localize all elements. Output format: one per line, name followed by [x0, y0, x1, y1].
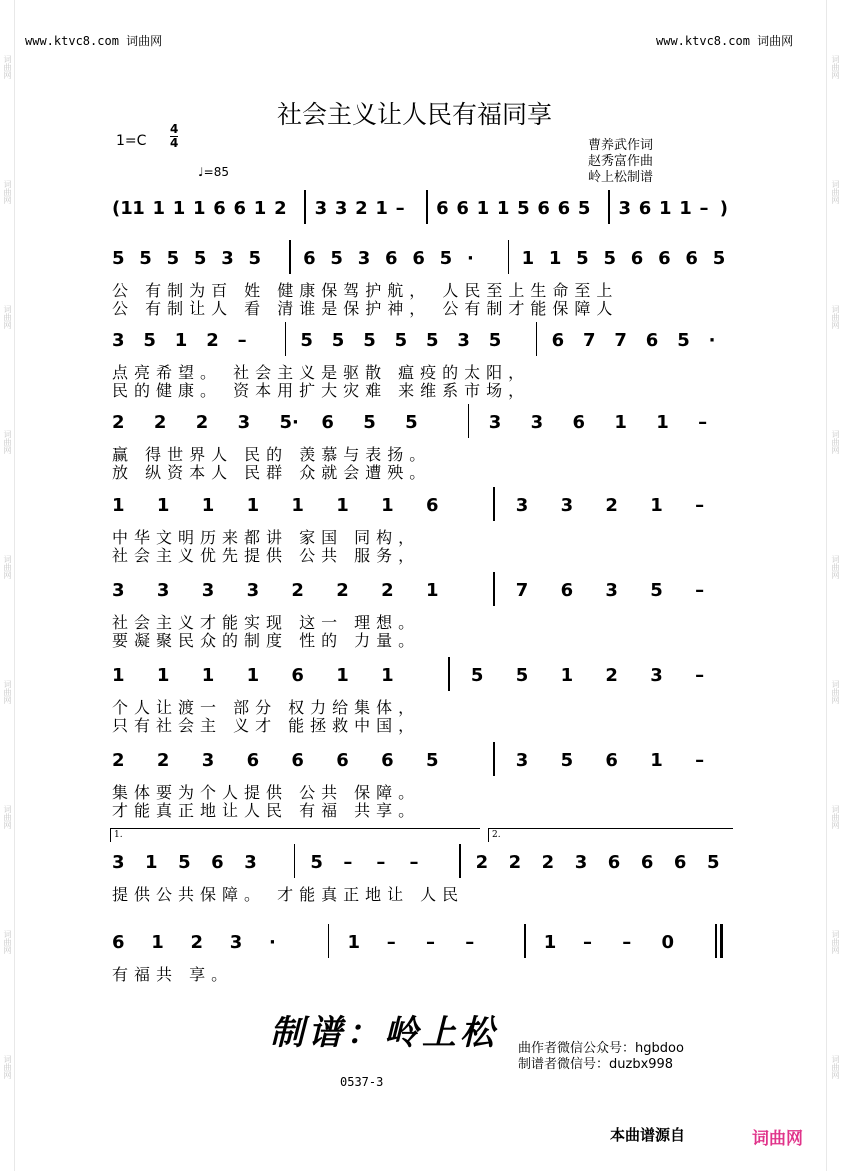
note: 5: [576, 248, 589, 269]
note: 2: [156, 750, 170, 771]
note: ·: [708, 330, 716, 351]
arranger-wechat: 制谱者微信号：duzbx998: [518, 1057, 674, 1072]
note: 3: [246, 580, 260, 601]
bar-line: [493, 572, 495, 606]
lyric-line: 才能真正地让人民 有福 共享。: [112, 801, 421, 820]
bar-line: [459, 844, 461, 878]
note: 6: [572, 412, 586, 433]
note: 3: [221, 248, 234, 269]
site-url-right[interactable]: www.ktvc8.com 词曲网: [656, 34, 794, 48]
note: 2: [195, 412, 209, 433]
note: –: [376, 852, 386, 873]
side-watermark-text: 词曲网: [831, 430, 840, 454]
note: –: [386, 932, 396, 953]
note: 2: [541, 852, 555, 873]
note: 5: [193, 248, 207, 269]
note: 6: [537, 198, 550, 219]
note: 1: [201, 495, 215, 516]
note: 2: [605, 495, 618, 516]
bar-line: [468, 404, 470, 438]
note: 5: [143, 330, 156, 351]
side-watermark-text: 词曲网: [3, 680, 12, 704]
note: 3: [357, 248, 371, 269]
note: –: [695, 580, 705, 601]
note: 1: [656, 412, 669, 433]
note: 5: [330, 248, 343, 269]
note: 3: [201, 580, 215, 601]
note: 5: [394, 330, 408, 351]
note: 1: [151, 932, 164, 953]
note: 2: [291, 580, 304, 601]
note: –: [622, 932, 632, 953]
note: 6: [557, 198, 571, 219]
note: 6: [321, 412, 334, 433]
note: 5: [139, 248, 152, 269]
note: 3: [237, 412, 251, 433]
note: 6: [436, 198, 449, 219]
lyricist-credit: 曹养武作词: [588, 138, 654, 153]
lyric-line: 个人让渡一 部分 权力给集体，: [112, 698, 421, 717]
note: 6: [607, 852, 621, 873]
note: 1: [336, 665, 349, 686]
note: 5: [488, 330, 502, 351]
note: 1: [347, 932, 361, 953]
note: 1: [246, 665, 260, 686]
note: 6: [638, 198, 652, 219]
bar-line: [720, 924, 723, 958]
arranger-credit: 岭上松制谱: [588, 170, 654, 185]
note: 3: [530, 412, 544, 433]
side-watermark-text: 词曲网: [831, 680, 840, 704]
note: 6: [456, 198, 469, 219]
bar-line: [289, 240, 291, 274]
lyric-line: 集体要为个人提供 公共 保障。: [112, 783, 421, 802]
note: 1: [650, 495, 663, 516]
side-watermark-text: 词曲网: [3, 55, 12, 79]
note: 1: [426, 580, 439, 601]
side-watermark-text: 词曲网: [3, 555, 12, 579]
note: 3: [650, 665, 663, 686]
note: –: [409, 852, 419, 873]
note: 1: [193, 198, 206, 219]
note: 5: [439, 248, 453, 269]
note: 3: [574, 852, 588, 873]
key-signature: 1=C: [116, 133, 147, 149]
bar-line: [524, 924, 526, 958]
time-top: 4: [170, 122, 179, 136]
note: 3: [229, 932, 243, 953]
note: –: [699, 198, 709, 219]
side-watermark-text: 词曲网: [831, 180, 840, 204]
note: 1: [496, 198, 510, 219]
site-url-left[interactable]: www.ktvc8.com 词曲网: [25, 34, 163, 48]
note: 6: [385, 248, 398, 269]
note: –: [695, 750, 705, 771]
note: 3: [488, 412, 502, 433]
side-watermark-text: 词曲网: [831, 930, 840, 954]
note: 5: [712, 248, 726, 269]
note: 3: [112, 852, 125, 873]
note: –: [426, 932, 435, 953]
lyric-line: 放 纵资本人 民群 众就会遭殃。: [112, 463, 432, 482]
note: 1: [112, 495, 125, 516]
note: 3: [201, 750, 215, 771]
note: 6: [630, 248, 644, 269]
note: 3: [156, 580, 170, 601]
left-watermark-strip: [0, 0, 15, 1171]
note: 6: [233, 198, 247, 219]
note: 1: [375, 198, 388, 219]
note: 6: [658, 248, 671, 269]
note: 6: [560, 580, 574, 601]
note: 2: [153, 412, 167, 433]
side-watermark-text: 词曲网: [3, 305, 12, 329]
note: 1: [246, 495, 260, 516]
volta-1-line: [110, 828, 480, 829]
note: 6: [336, 750, 349, 771]
lyric-line: 要凝聚民众的制度 性的 力量。: [112, 631, 421, 650]
note: 1: [145, 852, 158, 873]
note: –: [695, 495, 705, 516]
side-watermark-text: 词曲网: [3, 805, 12, 829]
lyric-line: 赢 得世界人 民的 羡慕与表扬。: [112, 445, 432, 464]
note: –: [237, 330, 247, 351]
note: 5: [650, 580, 663, 601]
note: 3: [515, 750, 529, 771]
note: 6: [213, 198, 226, 219]
note: 3: [112, 580, 125, 601]
tempo-mark: ♩=85: [198, 165, 229, 179]
note: 1: [112, 665, 125, 686]
note: 1: [172, 198, 186, 219]
bar-line: [426, 190, 428, 224]
note: 2: [112, 412, 125, 433]
side-watermark-text: 词曲网: [3, 930, 12, 954]
side-watermark-text: 词曲网: [831, 805, 840, 829]
note: 6: [211, 852, 224, 873]
note: 3: [605, 580, 618, 601]
arranger-signature: 制谱：岭上松: [270, 1013, 498, 1053]
note: 6: [685, 248, 698, 269]
lyric-line: 有福共 享。: [112, 965, 234, 984]
note: 6: [381, 750, 394, 771]
lyric-line: 提供公共保障。 才能真正地让 人民: [112, 885, 465, 904]
note: 3: [457, 330, 470, 351]
note: 2: [206, 330, 219, 351]
lyric-line: 只有社会主 义才 能拯救中国，: [112, 716, 421, 735]
note: 6: [426, 495, 439, 516]
side-watermark-text: 词曲网: [831, 55, 840, 79]
note: 1: [560, 665, 574, 686]
note: 2: [508, 852, 522, 873]
volta-2-label: 2.: [492, 830, 501, 840]
note: 5: [310, 852, 323, 873]
bar-line: [536, 322, 538, 356]
note: 5: [517, 198, 530, 219]
note: 6: [291, 750, 304, 771]
side-watermark-text: 词曲网: [831, 305, 840, 329]
note: 1: [253, 198, 267, 219]
note: 1: [548, 248, 562, 269]
note: –: [395, 198, 405, 219]
note: 5: [426, 750, 439, 771]
bar-line: [493, 487, 495, 521]
note: 6: [645, 330, 659, 351]
lyric-line: 社会主义优先提供 公共 服务，: [112, 546, 421, 565]
side-watermark-text: 词曲网: [3, 180, 12, 204]
note: 1: [132, 198, 145, 219]
note: 6: [112, 932, 125, 953]
composer-credit: 赵秀富作曲: [588, 154, 654, 169]
note: –: [465, 932, 475, 953]
note: 5: [560, 750, 574, 771]
note: 5: [248, 248, 262, 269]
note: 1: [521, 248, 535, 269]
lyric-line: 社会主义才能实现 这一 理想。: [112, 613, 421, 632]
lyric-line: 公 有制让人 看 清谁是保护神， 公有制才能保障人: [112, 299, 619, 318]
bar-line: [608, 190, 610, 224]
footer-brand-link[interactable]: 词曲网: [752, 1129, 803, 1149]
note: 2: [605, 665, 618, 686]
note: 1: [174, 330, 188, 351]
bar-line: [285, 322, 287, 356]
note: 1: [381, 495, 394, 516]
note: 2: [475, 852, 489, 873]
note: 1: [152, 198, 166, 219]
note: 5: [112, 248, 125, 269]
note: 1: [336, 495, 349, 516]
note: 6: [673, 852, 687, 873]
note: 5: [363, 330, 376, 351]
note: ·: [466, 248, 474, 269]
note: 6: [291, 665, 304, 686]
note: 5: [706, 852, 720, 873]
bar-line: [715, 924, 717, 958]
volta-1-hook: [110, 828, 111, 842]
note: 3: [515, 495, 529, 516]
footer-source-label: 本曲谱源自: [610, 1126, 686, 1144]
lyric-line: 民的健康。 资本用扩大灾难 来维系市场，: [112, 381, 531, 400]
right-watermark-strip: [826, 0, 841, 1171]
side-watermark-text: 词曲网: [831, 555, 840, 579]
note: 1: [476, 198, 490, 219]
bar-line: [508, 240, 510, 274]
note: 7: [515, 580, 529, 601]
note: 2: [190, 932, 204, 953]
bar-line: [304, 190, 306, 224]
note: 1: [543, 932, 557, 953]
bar-line: [448, 657, 450, 691]
side-watermark-text: 词曲网: [831, 1055, 840, 1079]
note: 7: [583, 330, 596, 351]
note: (1: [112, 198, 133, 219]
lyric-line: 中华文明历来都讲 家国 同构，: [112, 528, 421, 547]
note: 5: [166, 248, 180, 269]
note: 6: [640, 852, 654, 873]
note: 5: [300, 330, 313, 351]
time-signature: [170, 124, 178, 149]
note: 2: [336, 580, 349, 601]
note: 2: [355, 198, 368, 219]
lyric-line: 公 有制为百 姓 健康保驾护航， 人民至上生命至上: [112, 281, 619, 300]
note: 2: [274, 198, 287, 219]
side-watermark-text: 词曲网: [3, 1055, 12, 1079]
side-watermark-text: 词曲网: [3, 430, 12, 454]
note: 3: [560, 495, 574, 516]
note: 1: [291, 495, 304, 516]
note: 1: [614, 412, 627, 433]
volta-1-label: 1.: [114, 830, 123, 840]
note: 2: [381, 580, 394, 601]
note: 3: [244, 852, 257, 873]
bar-line: [294, 844, 296, 878]
lyric-line: 点亮希望。 社会主义是驱散 瘟疫的太阳，: [112, 363, 531, 382]
volta-2-line: [488, 828, 733, 829]
note: 3: [334, 198, 348, 219]
note: 6: [246, 750, 260, 771]
time-bottom: 4: [170, 136, 179, 150]
note: 5: [178, 852, 191, 873]
note: –: [343, 852, 353, 873]
page-code: 0537-3: [340, 1075, 384, 1089]
note: –: [695, 665, 705, 686]
note: 2: [112, 750, 125, 771]
note: 3: [112, 330, 125, 351]
note: ·: [269, 932, 276, 953]
note: –: [583, 932, 592, 953]
note: 6: [412, 248, 425, 269]
note: 1: [156, 495, 170, 516]
note: 3: [618, 198, 631, 219]
bar-line: [493, 742, 495, 776]
note: 6: [303, 248, 316, 269]
song-title: 社会主义让人民有福同享: [277, 100, 553, 129]
note: 0: [661, 932, 675, 953]
note: 5: [331, 330, 345, 351]
note: –: [698, 412, 708, 433]
note: ): [719, 198, 728, 219]
volta-2-hook: [488, 828, 489, 842]
note: 5: [405, 412, 418, 433]
bar-line: [328, 924, 330, 958]
note: 5: [603, 248, 616, 269]
note: 1: [381, 665, 394, 686]
note: 5: [677, 330, 690, 351]
note: 5·: [279, 412, 299, 433]
note: 5: [426, 330, 439, 351]
note: 6: [551, 330, 565, 351]
note: 1: [156, 665, 170, 686]
composer-wechat: 曲作者微信公众号：hgbdoo: [518, 1041, 684, 1056]
note: 1: [650, 750, 663, 771]
note: 1: [201, 665, 215, 686]
note: 1: [658, 198, 672, 219]
note: 5: [515, 665, 529, 686]
note: 1: [679, 198, 692, 219]
note: 5: [470, 665, 484, 686]
note: 3: [314, 198, 328, 219]
note: 5: [363, 412, 376, 433]
note: 6: [605, 750, 618, 771]
note: 5: [577, 198, 591, 219]
note: 7: [614, 330, 627, 351]
